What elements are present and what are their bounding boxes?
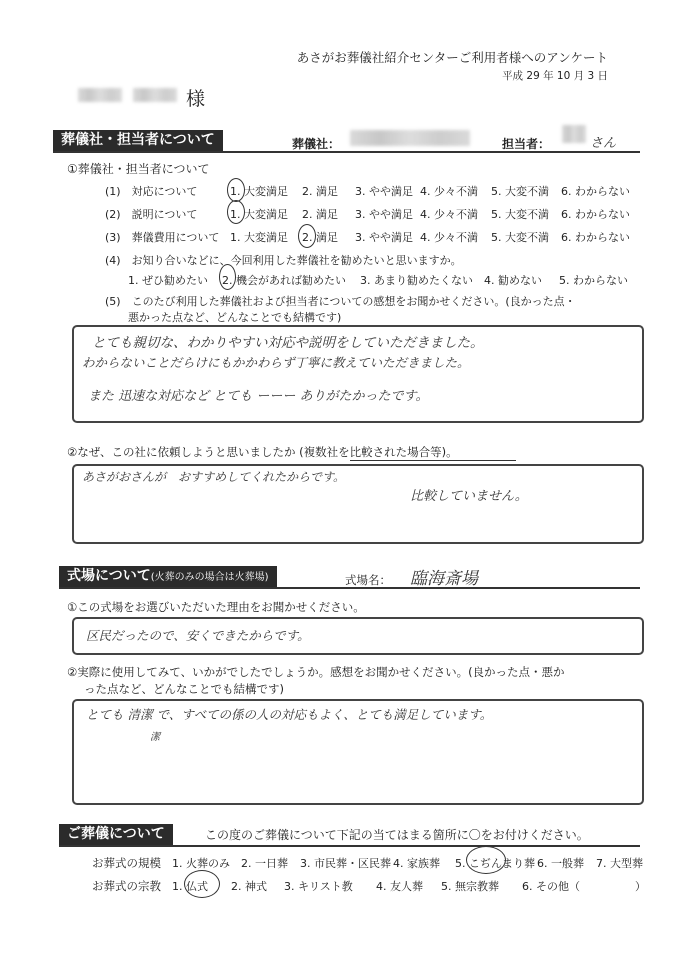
row-option: 2. 満足 [302,231,338,244]
q5-question: (5) このたび利用した葬儀社および担当者についての感想をお聞かせください。(良かった点・ [105,295,576,308]
funeral-instruction: この度のご葬儀について下記の当てはまる箇所に〇をお付けください。 [205,828,589,842]
underline [350,460,516,461]
scale-option: 3. 市民葬・区民葬 [300,857,391,870]
venue-q2: ②実際に使用してみて、いかがでしたでしょうか。感想をお聞かせください。(良かった点・悪か [67,665,565,679]
answer-circle [298,224,316,248]
row-option: 4. 少々不満 [420,208,478,221]
q4-option: 1. ぜひ勧めたい [128,274,208,287]
q4-question: (4) お知り合いなどに、今回利用した葬儀社を勧めたいと思いますか。 [105,254,462,267]
row-option: 2. 満足 [302,208,338,221]
venue-label: 式場名： [345,573,391,587]
redacted-staff [562,125,586,143]
staff-label: 担当者： [502,137,551,151]
q4-option: 5. わからない [559,274,628,287]
staff-suffix-handwritten: さん [590,136,617,151]
row-option: 6. わからない [561,185,630,198]
honorific: 様 [186,88,206,110]
row-label: (2) 説明について [105,208,198,221]
handwritten-answer: また 迅速な対応など とても ーーー ありがたかったです。 [88,389,429,404]
row-option: 5. 大変不満 [491,185,549,198]
handwritten-answer: 比較していません。 [410,489,528,504]
section-heading-funeral: ご葬儀について [59,824,173,845]
scale-label: お葬式の規模 [92,856,161,870]
row-option: 6. わからない [561,231,630,244]
venue-name-handwritten: 臨海斎場 [410,569,478,589]
religion-option: 6. その他（ ） [522,880,646,893]
row-option: 1. 大変満足 [230,208,288,221]
row-option: 3. やや満足 [355,185,413,198]
answer-circle [227,200,245,224]
q4-option: 4. 勧めない [484,274,542,287]
q2-question: ②なぜ、この社に依頼しようと思いましたか (複数社を比較された場合等)。 [67,445,458,459]
religion-option: 5. 無宗教葬 [441,880,499,893]
religion-option: 4. 友人葬 [376,880,423,893]
venue-q2-cont: った点など、どんなことでも結構です) [84,682,284,696]
row-option: 4. 少々不満 [420,185,478,198]
q4-option: 2. 機会があれば勧めたい [222,274,346,287]
handwritten-answer: とても 清潔 で、すべての係の人の対応もよく、とても満足しています。 [86,707,493,722]
venue-heading-text: 式場について [67,568,151,584]
religion-label: お葬式の宗教 [92,879,161,893]
survey-date: 平成 29 年 10 月 3 日 [502,70,608,82]
scale-option: 6. 一般葬 [537,857,584,870]
row-option: 5. 大変不満 [491,208,549,221]
scale-option: 5. こぢんまり葬 [455,857,535,870]
scale-option: 1. 火葬のみ [172,857,230,870]
handwritten-correction: 潔 [150,732,160,743]
row-option: 3. やや満足 [355,231,413,244]
section-line [59,845,640,847]
handwritten-answer: あさがおさんが おすすめしてくれたからです。 [82,470,346,484]
venue-q1: ①この式場をお選びいただいた理由をお聞かせください。 [67,600,365,614]
q1-title: ①葬儀社・担当者について [67,162,210,176]
row-option: 4. 少々不満 [420,231,478,244]
redacted-name [133,88,177,102]
section-heading-funeral-company: 葬儀社・担当者について [53,130,223,151]
religion-option: 1. 仏式 [172,880,208,893]
row-label: (1) 対応について [105,185,198,198]
row-option: 1. 大変満足 [230,185,288,198]
redacted-company [350,130,470,146]
company-label: 葬儀社： [292,137,341,151]
q4-option: 3. あまり勧めたくない [360,274,473,287]
scale-option: 2. 一日葬 [241,857,288,870]
survey-title: あさがお葬儀社紹介センターご利用者様へのアンケート [296,50,608,65]
handwritten-answer: わからないことだらけにもかかわらず丁寧に教えていただきました。 [82,355,470,370]
religion-option: 3. キリスト教 [284,880,353,893]
section-line [53,151,640,153]
handwritten-answer: とても親切な、わかりやすい対応や説明をしていただきました。 [92,335,484,351]
row-label: (3) 葬儀費用について [105,231,220,244]
row-option: 3. やや満足 [355,208,413,221]
q5-question-cont: 悪かった点など、どんなことでも結構です) [128,311,342,324]
scale-option: 4. 家族葬 [393,857,440,870]
row-option: 6. わからない [561,208,630,221]
religion-option: 2. 神式 [231,880,267,893]
section-heading-venue [59,566,277,587]
row-option: 1. 大変満足 [230,231,288,244]
venue-heading-note: (火葬のみの場合は火葬場) [150,572,269,583]
answer-circle [466,846,506,874]
row-option: 5. 大変不満 [491,231,549,244]
handwritten-answer: 区民だったので、安くできたからです。 [86,628,310,643]
answer-circle [227,178,245,202]
answer-circle [184,870,220,898]
redacted-name [78,88,122,102]
scale-option: 7. 大型葬 [596,857,643,870]
answer-circle [219,264,236,290]
row-option: 2. 満足 [302,185,338,198]
